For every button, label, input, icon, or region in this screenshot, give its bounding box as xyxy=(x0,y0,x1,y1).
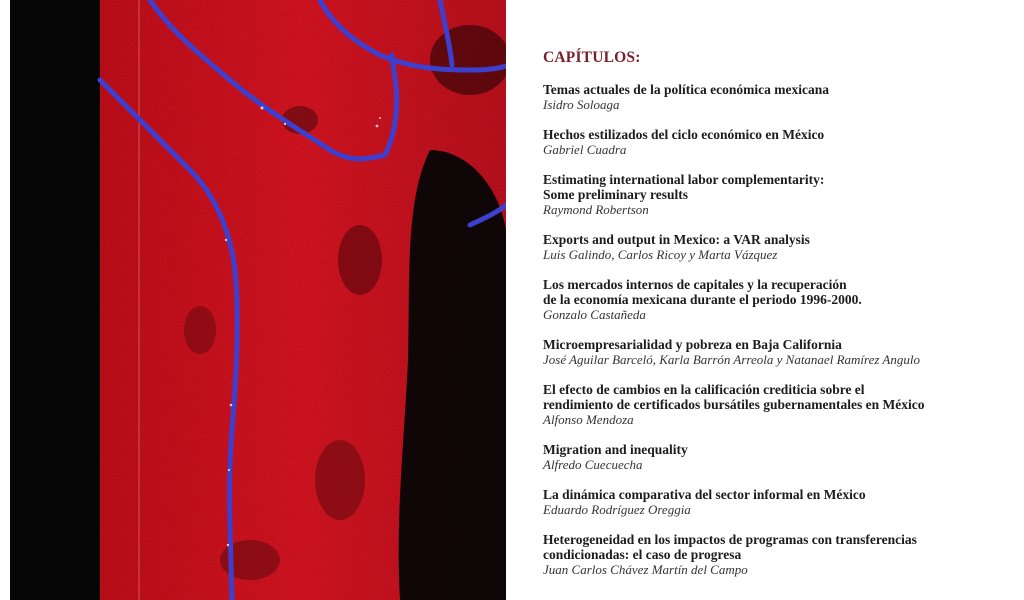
chapter-entry xyxy=(543,127,1013,157)
chapter-entry xyxy=(543,382,1013,427)
chapter-title xyxy=(543,532,1013,562)
chapter-title xyxy=(543,127,1013,142)
chapter-author: Gabriel Cuadra xyxy=(543,142,627,157)
chapter-title xyxy=(543,277,1013,307)
chapter-entry xyxy=(543,487,1013,517)
chapter-title xyxy=(543,172,1013,202)
chapter-title-line: La dinámica comparativa del sector informal en México xyxy=(543,487,866,502)
chapter-author: Eduardo Rodríguez Oreggia xyxy=(543,502,691,517)
chapter-entry xyxy=(543,172,1013,217)
chapters-list xyxy=(543,49,1013,592)
chapter-title-line: Exports and output in Mexico: a VAR analysis xyxy=(543,232,810,247)
black-band xyxy=(10,0,100,600)
chapter-author: Juan Carlos Chávez Martín del Campo xyxy=(543,562,748,577)
chapter-author: Luis Galindo, Carlos Ricoy y Marta Vázquez xyxy=(543,247,778,262)
chapter-title xyxy=(543,442,1013,457)
cover-artwork xyxy=(0,0,506,600)
chapter-title xyxy=(543,232,1013,247)
chapter-title-line: de la economía mexicana durante el periodo 1996-2000. xyxy=(543,292,862,307)
chapter-entry xyxy=(543,442,1013,472)
chapter-title xyxy=(543,337,1013,352)
chapter-title-line: Estimating international labor complementarity: xyxy=(543,172,825,187)
chapter-entry xyxy=(543,82,1013,112)
chapter-title-line: rendimiento de certificados bursátiles gubernamentales en México xyxy=(543,397,925,412)
chapter-title-line: Migration and inequality xyxy=(543,442,688,457)
chapter-title-line: condicionadas: el caso de progresa xyxy=(543,547,742,562)
chapter-title xyxy=(543,487,1013,502)
chapter-entry xyxy=(543,277,1013,322)
chapter-entries xyxy=(543,82,1013,577)
chapter-entry xyxy=(543,232,1013,262)
chapter-author: Isidro Soloaga xyxy=(543,97,620,112)
chapter-author: José Aguilar Barceló, Karla Barrón Arreola y Natanael Ramírez Angulo xyxy=(543,352,920,367)
chapter-title-line: Heterogeneidad en los impactos de programas con transferencias xyxy=(543,532,917,547)
chapter-title-line: Los mercados internos de capitales y la recuperación xyxy=(543,277,847,292)
chapter-author: Raymond Robertson xyxy=(543,202,649,217)
chapter-entry xyxy=(543,532,1013,577)
chapters-heading: CAPÍTULOS: xyxy=(543,49,641,66)
chapter-title xyxy=(543,382,1013,412)
red-aerial-map-image xyxy=(0,0,506,600)
chapter-title-line: Some preliminary results xyxy=(543,187,688,202)
chapter-author: Alfredo Cuecuecha xyxy=(543,457,643,472)
chapter-entry xyxy=(543,337,1013,367)
chapter-title-line: Hechos estilizados del ciclo económico en México xyxy=(543,127,825,142)
chapter-title-line: Temas actuales de la política económica mexicana xyxy=(543,82,829,97)
chapter-title-line: El efecto de cambios en la calificación crediticia sobre el xyxy=(543,382,865,397)
chapter-title-line: Microempresarialidad y pobreza en Baja California xyxy=(543,337,842,352)
chapter-title xyxy=(543,82,1013,97)
chapter-author: Alfonso Mendoza xyxy=(543,412,634,427)
chapter-author: Gonzalo Castañeda xyxy=(543,307,646,322)
